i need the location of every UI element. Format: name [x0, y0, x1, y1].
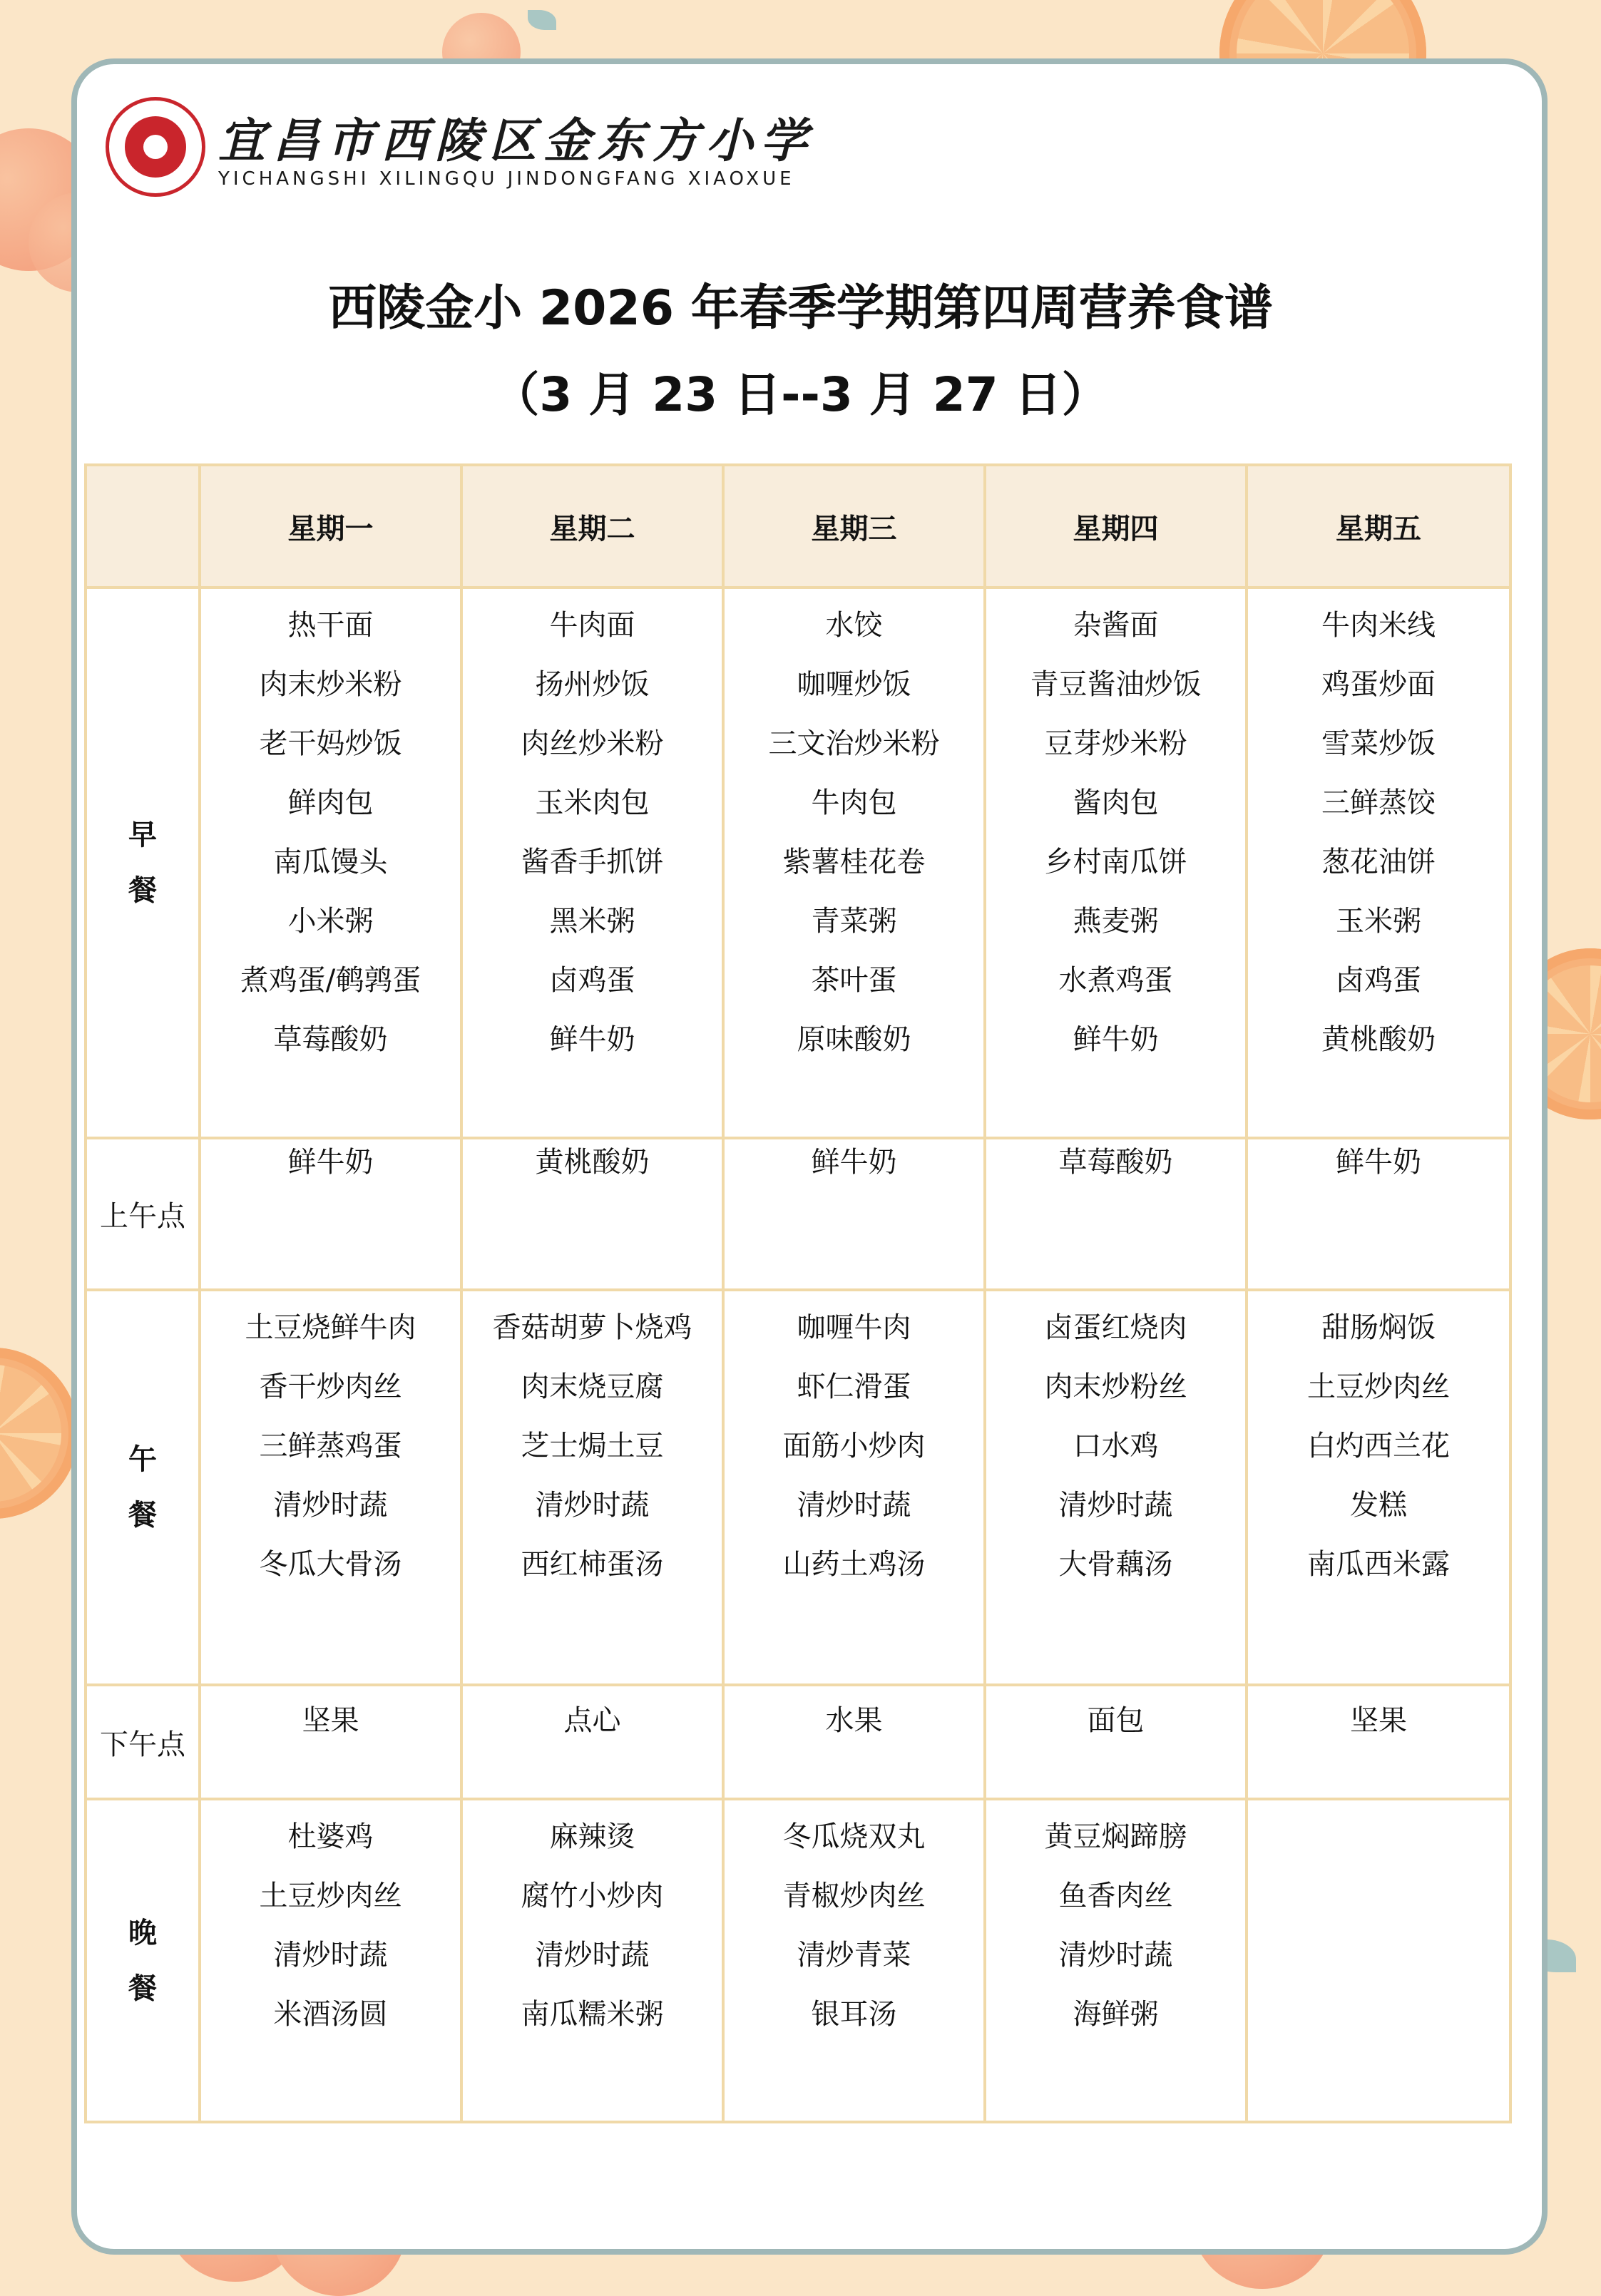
leaf-decoration-top: [528, 10, 556, 30]
list-item: 青豆酱油炒饭: [1030, 668, 1202, 701]
list-item: 南瓜馒头: [273, 846, 388, 878]
list-item: 甜肠焖饭: [1321, 1311, 1436, 1345]
list-item: 肉末炒粉丝: [1044, 1370, 1187, 1404]
lunch-cell: [200, 1290, 461, 1684]
list-item: 发糕: [1350, 1489, 1407, 1522]
list-item: 银耳汤: [811, 1998, 897, 2031]
corner-cell: [86, 465, 200, 588]
list-item: 香菇胡萝卜烧鸡: [492, 1311, 692, 1345]
list-item: 三文治炒米粉: [768, 727, 940, 760]
list-item: 扬州炒饭: [535, 668, 650, 701]
list-item: 牛肉面: [549, 609, 635, 642]
day-header: 星期三: [723, 465, 985, 588]
list-item: 雪菜炒饭: [1321, 727, 1436, 760]
list-item: 葱花油饼: [1321, 846, 1436, 878]
dinner-cell: [723, 1799, 985, 2122]
morning-snack-cell: 鲜牛奶: [723, 1138, 985, 1290]
list-item: 海鲜粥: [1073, 1998, 1159, 2031]
list-item: 酱肉包: [1073, 786, 1159, 819]
list-item: 牛肉米线: [1321, 609, 1436, 642]
list-item: 麻辣烫: [549, 1820, 635, 1854]
lunch-row: [86, 1290, 1510, 1684]
table-header-row: [86, 465, 1510, 588]
lunch-label: 午 餐: [86, 1290, 200, 1684]
list-item: 虾仁滑蛋: [797, 1370, 911, 1404]
list-item: 鸡蛋炒面: [1321, 668, 1436, 701]
day-header: 星期二: [461, 465, 723, 588]
afternoon-snack-cell: 水果: [723, 1685, 985, 1800]
list-item: 鱼香肉丝: [1058, 1880, 1173, 1913]
list-item: 茶叶蛋: [811, 964, 897, 997]
list-item: 咖喱炒饭: [797, 668, 911, 701]
breakfast-cell: [200, 588, 461, 1138]
list-item: 清炒青菜: [797, 1939, 911, 1972]
school-name-en: YICHANGSHI XILINGQU JINDONGFANG XIAOXUE: [218, 168, 795, 190]
breakfast-label: 早 餐: [86, 588, 200, 1138]
list-item: 黄豆焖蹄膀: [1044, 1820, 1187, 1854]
list-item: 卤蛋红烧肉: [1044, 1311, 1187, 1345]
afternoon-snack-label: 下午点: [86, 1685, 200, 1800]
list-item: 肉末炒米粉: [259, 668, 402, 701]
afternoon-snack-cell: 坚果: [1247, 1685, 1510, 1800]
list-item: 香干炒肉丝: [259, 1370, 402, 1404]
list-item: 牛肉包: [811, 786, 897, 819]
list-item: 卤鸡蛋: [1336, 964, 1421, 997]
list-item: 口水鸡: [1073, 1430, 1159, 1463]
list-item: 水饺: [825, 609, 883, 642]
list-item: 咖喱牛肉: [797, 1311, 911, 1345]
list-item: 清炒时蔬: [273, 1489, 388, 1522]
list-item: 乡村南瓜饼: [1044, 846, 1187, 878]
lunch-cell: [461, 1290, 723, 1684]
list-item: 肉末烧豆腐: [521, 1370, 664, 1404]
list-item: 三鲜蒸鸡蛋: [259, 1430, 402, 1463]
dinner-label: 晚 餐: [86, 1799, 200, 2122]
list-item: 土豆烧鲜牛肉: [245, 1311, 416, 1345]
lunch-cell: [1247, 1290, 1510, 1684]
list-item: 小米粥: [287, 905, 374, 938]
list-item: 芝士焗土豆: [521, 1430, 664, 1463]
breakfast-cell: [985, 588, 1247, 1138]
list-item: 清炒时蔬: [535, 1489, 650, 1522]
afternoon-snack-row: [86, 1685, 1510, 1800]
afternoon-snack-cell: 点心: [461, 1685, 723, 1800]
list-item: 黑米粥: [549, 905, 635, 938]
breakfast-cell: [461, 588, 723, 1138]
dinner-cell: [461, 1799, 723, 2122]
list-item: 热干面: [287, 609, 374, 642]
morning-snack-cell: 鲜牛奶: [1247, 1138, 1510, 1290]
list-item: 面筋小炒肉: [782, 1430, 926, 1463]
dinner-cell: [200, 1799, 461, 2122]
morning-snack-label: 上午点: [86, 1138, 200, 1290]
list-item: 山药土鸡汤: [782, 1548, 926, 1582]
list-item: 西红柿蛋汤: [521, 1548, 664, 1582]
list-item: 南瓜糯米粥: [521, 1998, 664, 2031]
list-item: 青菜粥: [811, 905, 897, 938]
list-item: 煮鸡蛋/鹌鹑蛋: [240, 964, 421, 997]
list-item: 大骨藕汤: [1058, 1548, 1173, 1582]
day-header: 星期一: [200, 465, 461, 588]
day-header: 星期五: [1247, 465, 1510, 588]
school-name-cn: 宜昌市西陵区金东方小学: [218, 113, 814, 168]
list-item: 南瓜西米露: [1307, 1548, 1450, 1582]
afternoon-snack-cell: 面包: [985, 1685, 1247, 1800]
list-item: 清炒时蔬: [273, 1939, 388, 1972]
list-item: 卤鸡蛋: [549, 964, 635, 997]
list-item: 清炒时蔬: [1058, 1489, 1173, 1522]
day-header: 星期四: [985, 465, 1247, 588]
dinner-cell-empty: [1247, 1799, 1510, 2122]
morning-snack-row: [86, 1138, 1510, 1290]
list-item: 鲜牛奶: [1073, 1023, 1159, 1056]
list-item: 燕麦粥: [1073, 905, 1159, 938]
list-item: 老干妈炒饭: [259, 727, 402, 760]
breakfast-cell: [1247, 588, 1510, 1138]
list-item: 杂酱面: [1073, 609, 1159, 642]
list-item: 鲜牛奶: [549, 1023, 635, 1056]
list-item: 黄桃酸奶: [1321, 1023, 1436, 1056]
afternoon-snack-cell: 坚果: [200, 1685, 461, 1800]
lunch-cell: [985, 1290, 1247, 1684]
lunch-cell: [723, 1290, 985, 1684]
list-item: 鲜肉包: [287, 786, 374, 819]
list-item: 玉米粥: [1336, 905, 1421, 938]
menu-table: [84, 463, 1512, 2123]
dinner-row: [86, 1799, 1510, 2122]
list-item: 三鲜蒸饺: [1321, 786, 1436, 819]
list-item: 清炒时蔬: [797, 1489, 911, 1522]
list-item: 冬瓜烧双丸: [782, 1820, 926, 1854]
breakfast-row: [86, 588, 1510, 1138]
orange-slice-left: [0, 1348, 78, 1519]
list-item: 腐竹小炒肉: [521, 1880, 664, 1913]
morning-snack-cell: 草莓酸奶: [985, 1138, 1247, 1290]
list-item: 白灼西兰花: [1307, 1430, 1450, 1463]
list-item: 肉丝炒米粉: [521, 727, 664, 760]
list-item: 土豆炒肉丝: [1307, 1370, 1450, 1404]
list-item: 杜婆鸡: [287, 1820, 374, 1854]
list-item: 青椒炒肉丝: [782, 1880, 926, 1913]
list-item: 草莓酸奶: [273, 1023, 388, 1056]
list-item: 清炒时蔬: [1058, 1939, 1173, 1972]
breakfast-cell: [723, 588, 985, 1138]
morning-snack-cell: 鲜牛奶: [200, 1138, 461, 1290]
page-title: 西陵金小 2026 年春季学期第四周营养食谱: [328, 280, 1273, 337]
list-item: 紫薯桂花卷: [782, 846, 926, 878]
list-item: 原味酸奶: [797, 1023, 911, 1056]
school-logo-icon: [106, 97, 205, 197]
list-item: 水煮鸡蛋: [1058, 964, 1173, 997]
list-item: 酱香手抓饼: [521, 846, 664, 878]
list-item: 米酒汤圆: [273, 1998, 388, 2031]
morning-snack-cell: 黄桃酸奶: [461, 1138, 723, 1290]
list-item: 豆芽炒米粉: [1044, 727, 1187, 760]
dinner-cell: [985, 1799, 1247, 2122]
list-item: 清炒时蔬: [535, 1939, 650, 1972]
page-subtitle-dates: （3 月 23 日--3 月 27 日）: [492, 367, 1109, 422]
list-item: 土豆炒肉丝: [259, 1880, 402, 1913]
list-item: 玉米肉包: [535, 786, 650, 819]
list-item: 冬瓜大骨汤: [259, 1548, 402, 1582]
